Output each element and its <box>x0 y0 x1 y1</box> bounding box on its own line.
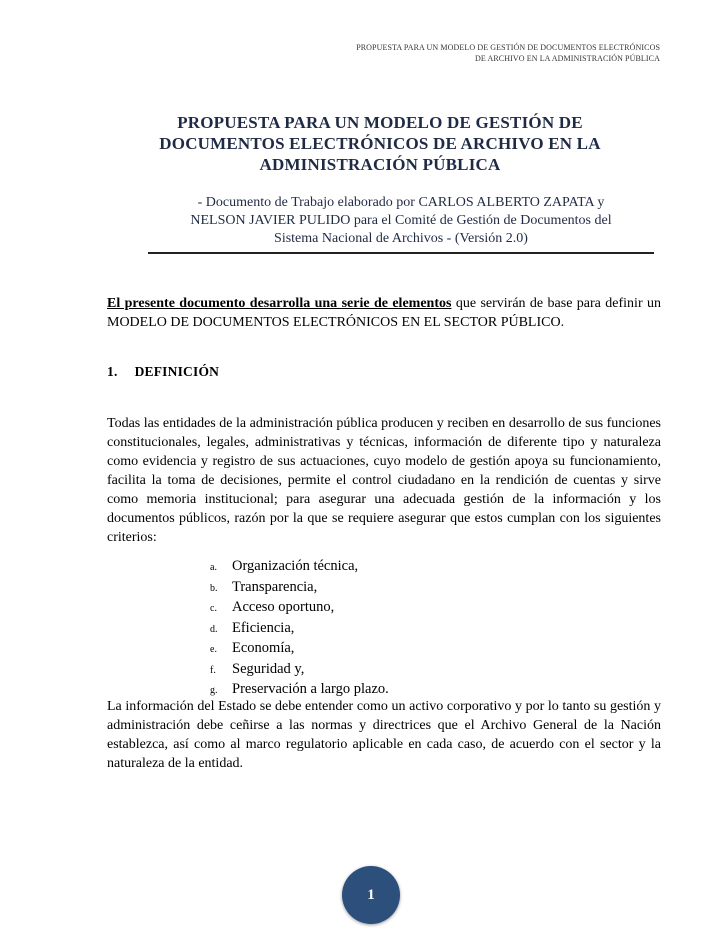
state-information-paragraph: La información del Estado se debe entender como un activo corporativo y por lo tanto su gestión y administración debe ceñirse a las normas y directrices que el Archivo General de la Nación establezca, así como al marco regulatorio aplicable en cada caso, de acuerdo con el sector y la naturaleza de la entidad. <box>107 699 661 771</box>
document-subtitle-line-3: Sistema Nacional de Archivos - (Versión 2.0) <box>274 231 528 246</box>
list-item-letter: g. <box>210 685 218 696</box>
document-title-line-3: ADMINISTRACIÓN PÚBLICA <box>259 155 501 174</box>
document-subtitle <box>148 194 654 254</box>
section-number: 1. <box>107 364 118 379</box>
list-item <box>210 557 389 578</box>
running-header-line-1: PROPUESTA PARA UN MODELO DE GESTIÓN DE DOCUMENTOS ELECTRÓNICOS <box>356 43 660 52</box>
list-item-letter: c. <box>210 603 217 614</box>
list-item-letter: f. <box>210 664 216 676</box>
list-item <box>210 639 389 660</box>
page-number: 1 <box>367 886 375 903</box>
intro-paragraph <box>107 294 661 332</box>
document-title-line-2: DOCUMENTOS ELECTRÓNICOS DE ARCHIVO EN LA <box>159 134 601 153</box>
criteria-list <box>210 557 389 701</box>
intro-rest-text: que servirán de base para definir un MODELO DE DOCUMENTOS ELECTRÓNICOS EN EL SECTOR PÚBLICO. <box>107 296 661 330</box>
document-title-line-1: PROPUESTA PARA UN MODELO DE GESTIÓN DE <box>177 113 583 132</box>
page-number-badge <box>342 866 400 924</box>
list-item <box>210 598 389 619</box>
running-header <box>300 42 660 64</box>
section-heading <box>107 364 219 380</box>
document-subtitle-line-2: NELSON JAVIER PULIDO para el Comité de Gestión de Documentos del <box>190 213 612 228</box>
section-title: DEFINICIÓN <box>134 364 220 379</box>
list-item-text: Seguridad y, <box>232 660 305 677</box>
list-item-text: Organización técnica, <box>232 558 359 574</box>
list-item-text: Preservación a largo plazo. <box>232 681 389 697</box>
document-title <box>140 112 620 175</box>
intro-underlined-text: El presente documento desarrolla una serie de elementos <box>107 296 452 311</box>
list-item-letter: d. <box>210 623 218 635</box>
list-item-letter: e. <box>210 644 217 655</box>
list-item-text: Eficiencia, <box>232 619 295 636</box>
list-item <box>210 619 389 640</box>
list-item-text: Acceso oportuno, <box>232 599 335 615</box>
list-item-letter: a. <box>210 562 217 573</box>
list-item <box>210 578 389 599</box>
list-item-letter: b. <box>210 582 218 594</box>
document-subtitle-line-1: - Documento de Trabajo elaborado por CARLOS ALBERTO ZAPATA y <box>197 195 605 210</box>
definition-paragraph: Todas las entidades de la administración pública producen y reciben en desarrollo de sus funciones constitucionales, legales, administrativas y técnicas, información de diferente tipo y naturaleza como evidencia y registro de sus actuaciones, cuyo modelo de gestión apoya su funcionamiento, facilita la toma de decisiones, permite el control ciudadano en la rendición de cuentas y sirve como memoria institucional; para asegurar una adecuada gestión de la información y los documentos públicos, razón por la que se requiere asegurar que estos cumplan con los siguientes criterios: <box>107 416 661 545</box>
running-header-line-2: DE ARCHIVO EN LA ADMINISTRACIÓN PÚBLICA <box>474 54 660 63</box>
list-item-text: Economía, <box>232 640 295 656</box>
list-item <box>210 660 389 681</box>
list-item-text: Transparencia, <box>232 578 318 595</box>
